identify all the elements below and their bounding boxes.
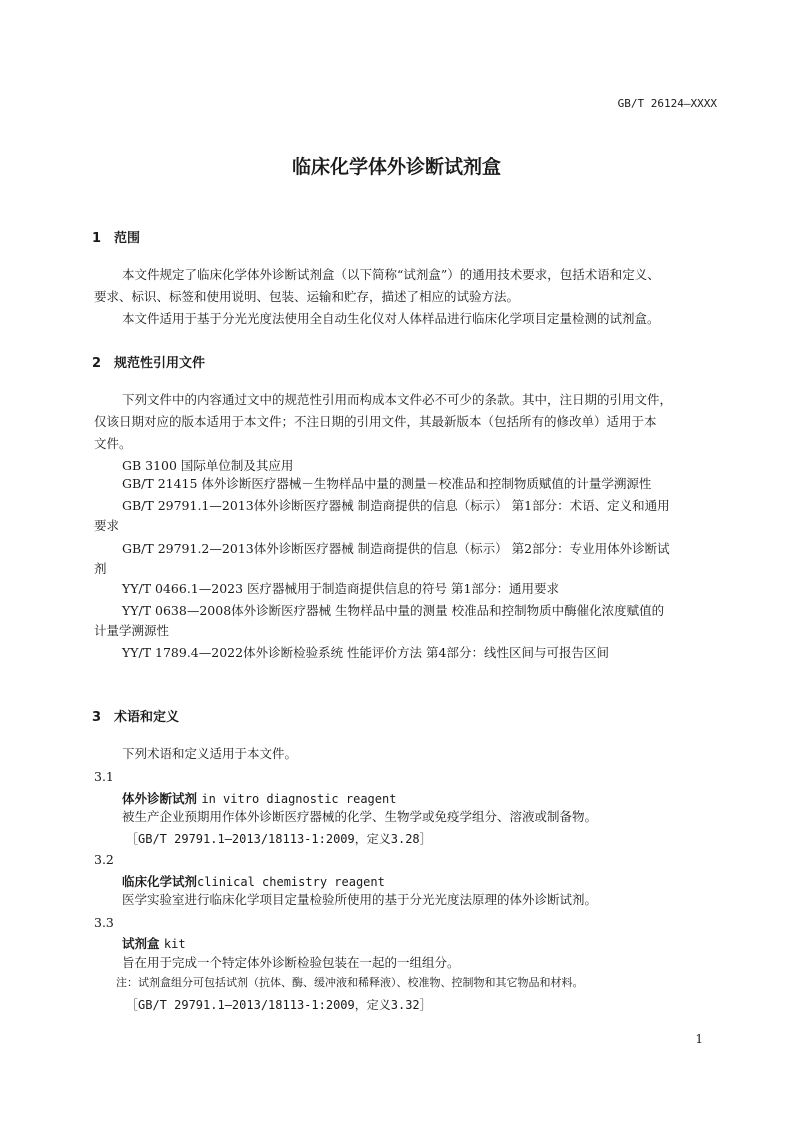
section-2-heading [92,352,205,371]
term-number: 3.2 [94,852,114,867]
document-title: 临床化学体外诊断试剂盒 [291,156,501,178]
term-source: ［GB/T 29791.1—2013/18113-1:2009，定义3.28］ [126,832,432,846]
term-heading [122,934,186,952]
section-number: 1 [92,231,102,246]
reference-item: 剂 [94,561,107,576]
paragraph-line: 文件。 [94,436,132,451]
reference-item: YY/T 1789.4—2022体外诊断检验系统 性能评价方法 第4部分：线性区间与可报告区间 [122,645,609,660]
reference-item: 要求 [94,518,120,533]
paragraph-line: 要求、标识、标签和使用说明、包装、运输和贮存，描述了相应的试验方法。 [94,289,520,304]
reference-item: YY/T 0638—2008体外诊断医疗器械 生物样品中量的测量 校准品和控制物质中酶催化浓度赋值的 [122,603,665,618]
term-zh: 试剂盒 [122,936,160,951]
reference-item: GB 3100 国际单位制及其应用 [122,458,294,473]
paragraph-line: 下列术语和定义适用于本文件。 [122,746,298,761]
section-number: 2 [92,356,102,371]
reference-item: 计量学溯源性 [94,623,170,638]
reference-item: GB/T 29791.2—2013体外诊断医疗器械 制造商提供的信息（标示） 第2部分：专业用体外诊断试 [122,541,670,556]
paragraph-line: 仅该日期对应的版本适用于本文件；不注日期的引用文件，其最新版本（包括所有的修改单）适用于本 [94,414,657,429]
reference-item: GB/T 29791.1—2013体外诊断医疗器械 制造商提供的信息（标示） 第1部分：术语、定义和通用 [122,498,670,513]
term-note: 注：试剂盒组分可包括试剂（抗体、酶、缓冲液和稀释液）、校准物、控制物和其它物品和材料。 [116,976,584,989]
term-definition: 医学实验室进行临床化学项目定量检验所使用的基于分光光度法原理的体外诊断试剂。 [122,892,598,907]
term-definition: 旨在用于完成一个特定体外诊断检验包装在一起的一组组分。 [122,955,460,970]
term-en: clinical chemistry reagent [197,875,385,889]
paragraph-line: 本文件规定了临床化学体外诊断试剂盒（以下简称“试剂盒”）的通用技术要求，包括术语和定义、 [122,267,660,282]
section-title: 范围 [114,231,141,246]
term-zh: 体外诊断试剂 [122,791,198,806]
term-zh: 临床化学试剂 [122,874,198,889]
section-title: 规范性引用文件 [114,356,206,371]
term-heading [122,789,396,807]
page-number: 1 [695,1032,703,1046]
reference-item: GB/T 21415 体外诊断医疗器械－生物样品中量的测量－校准品和控制物质赋值的计量学溯源性 [122,476,652,491]
term-heading [122,872,385,890]
paragraph-line: 下列文件中的内容通过文中的规范性引用而构成本文件必不可少的条款。其中，注日期的引用文件， [122,392,673,407]
term-number: 3.3 [94,915,114,930]
term-source: ［GB/T 29791.1—2013/18113-1:2009，定义3.32］ [126,998,432,1012]
term-definition: 被生产企业预期用作体外诊断医疗器械的化学、生物学或免疫学组分、溶液或制备物。 [122,809,598,824]
section-1-heading [92,227,140,246]
paragraph-line: 本文件适用于基于分光光度法使用全自动生化仪对人体样品进行临床化学项目定量检测的试剂盒。 [122,311,660,326]
reference-item: YY/T 0466.1—2023 医疗器械用于制造商提供信息的符号 第1部分：通用要求 [122,581,559,596]
section-number: 3 [92,710,102,725]
term-number: 3.1 [94,769,114,784]
section-3-heading [92,706,179,725]
section-title: 术语和定义 [114,710,180,725]
standard-number: GB/T 26124—XXXX [617,97,717,110]
term-en: in vitro diagnostic reagent [201,792,397,806]
term-en: kit [163,937,186,951]
